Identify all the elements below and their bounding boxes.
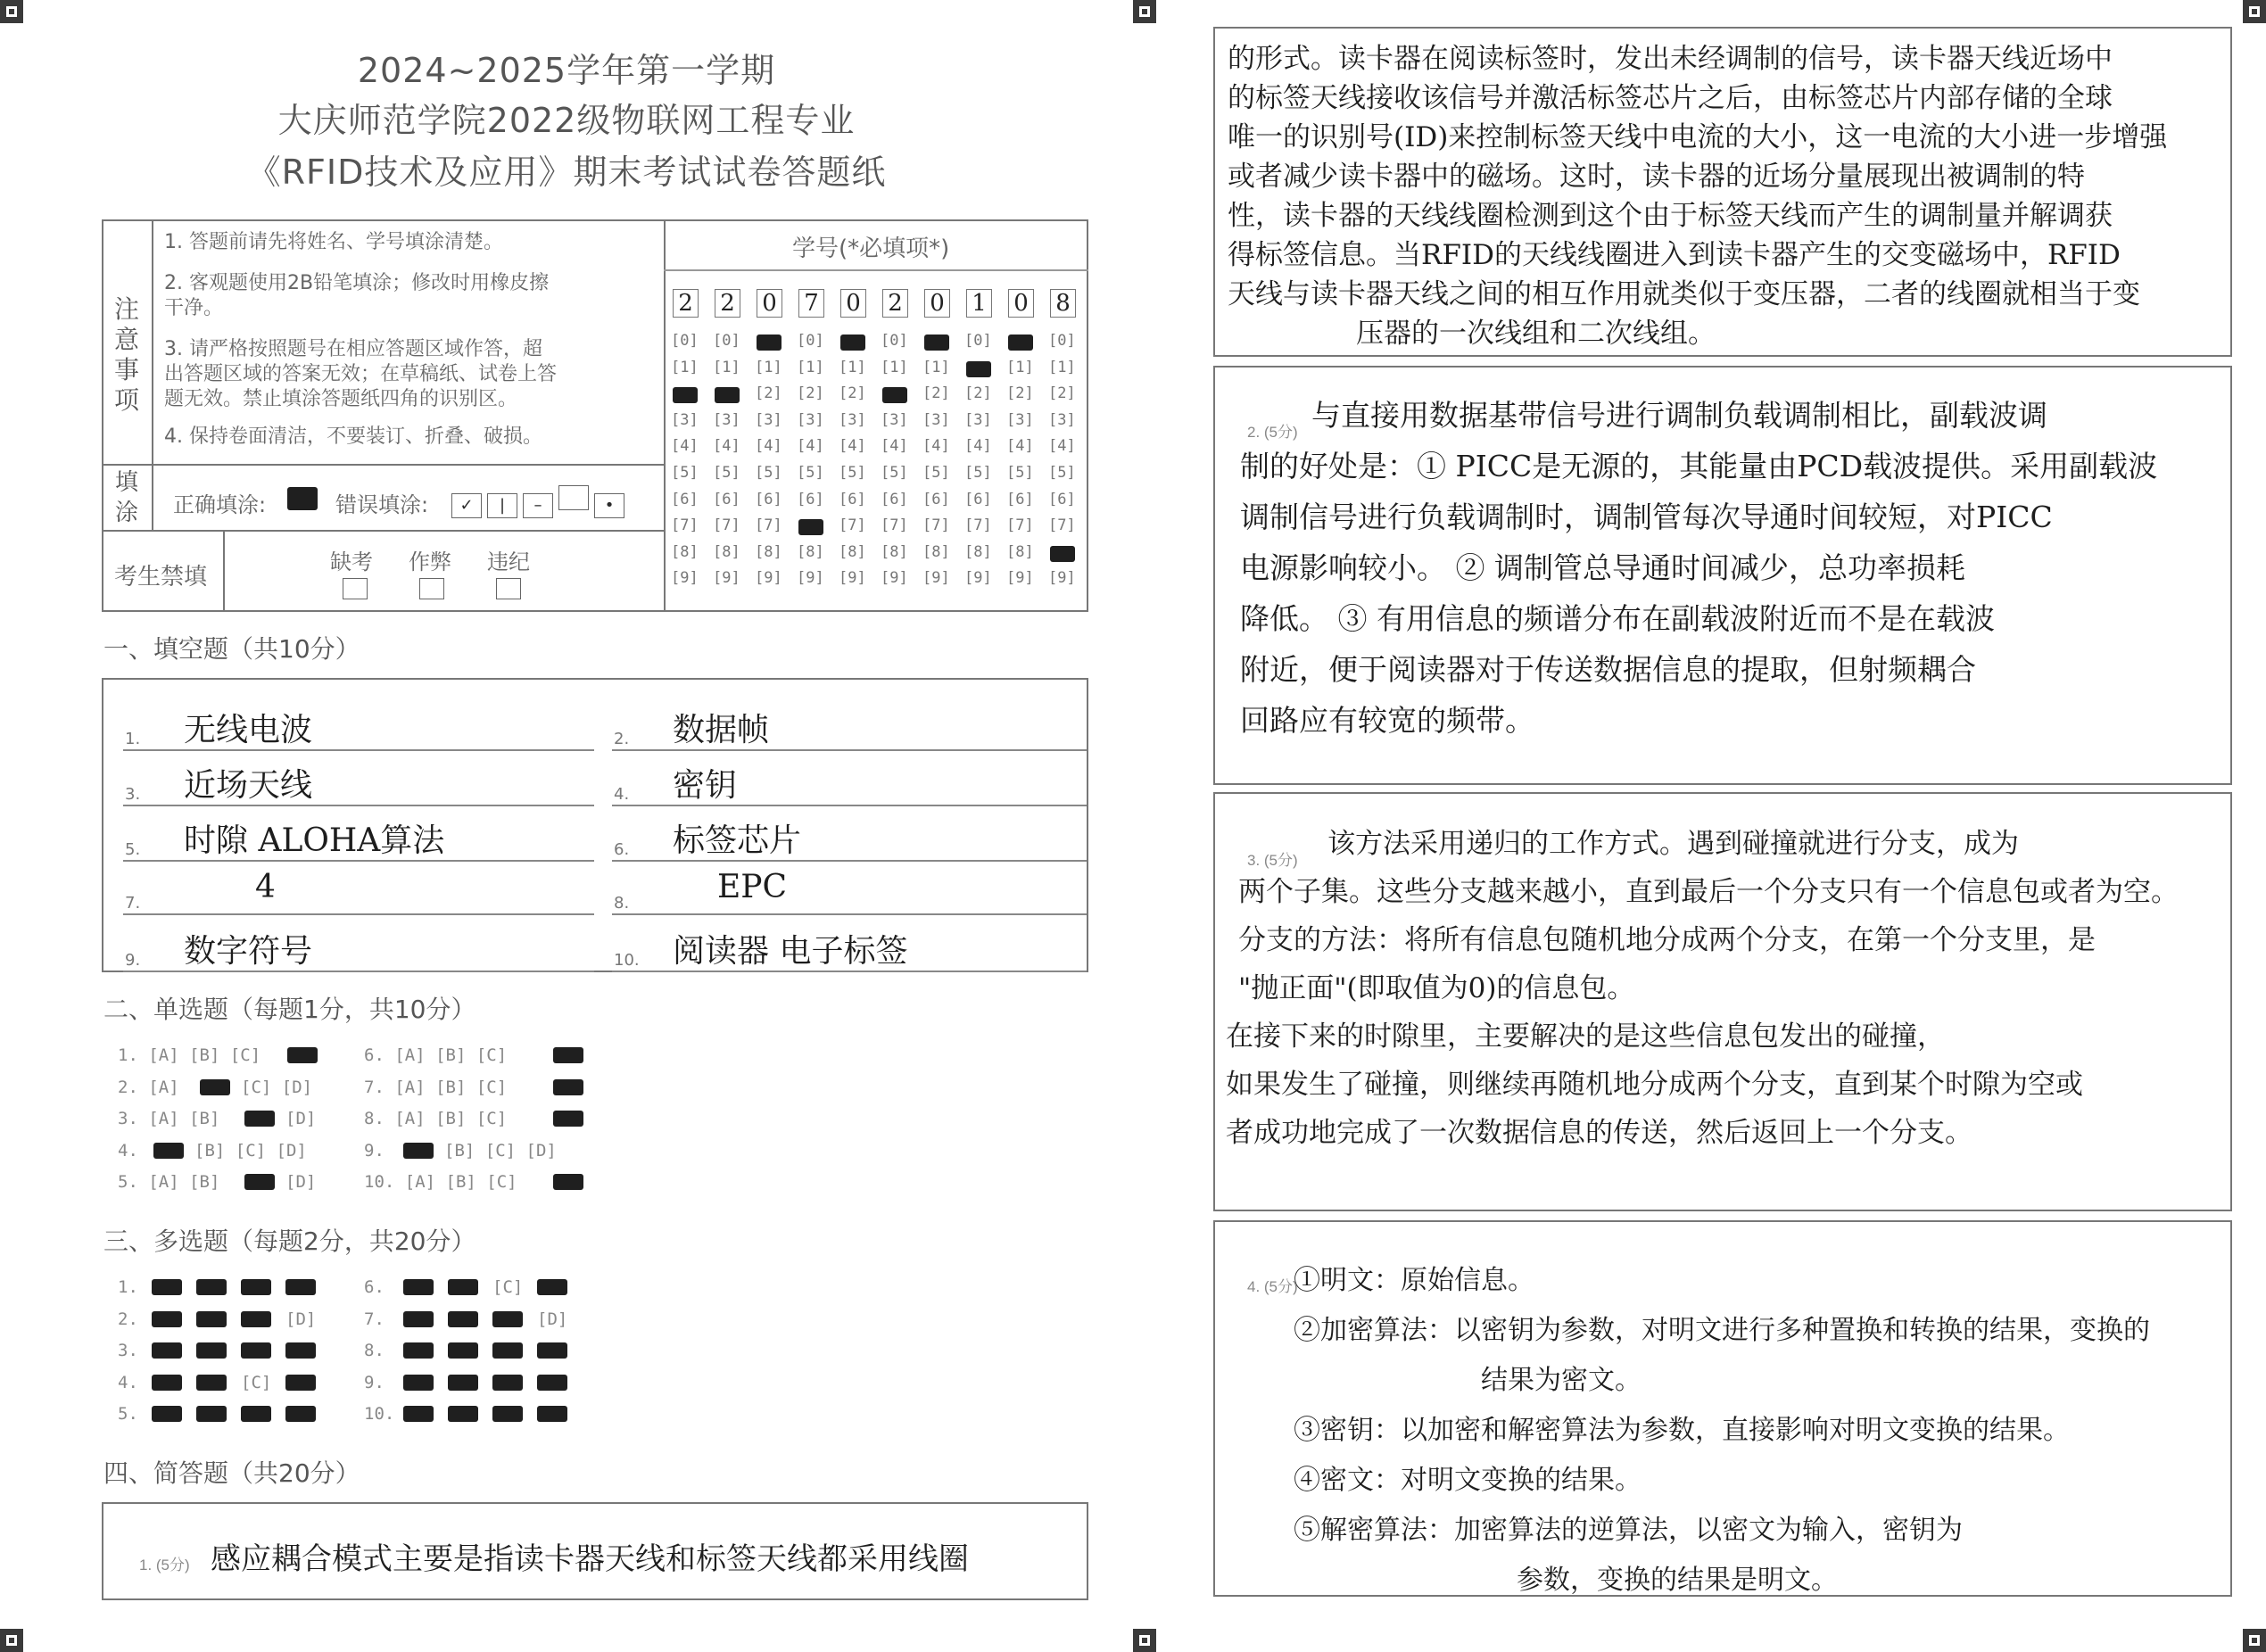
- multi-choice-filled-bubble[interactable]: [403, 1406, 434, 1422]
- student-id-bubble[interactable]: [7]: [964, 516, 992, 535]
- multi-choice-filled-bubble[interactable]: [152, 1375, 182, 1391]
- student-id-bubble[interactable]: [1]: [881, 358, 908, 376]
- student-id-bubble[interactable]: [9]: [881, 569, 908, 588]
- fill-in-number: 6.: [614, 840, 630, 859]
- handwritten-answer-line: 与直接用数据基带信号进行调制负载调制相比，副载波调: [1311, 398, 2047, 433]
- student-id-bubble[interactable]: [6]: [797, 490, 824, 508]
- student-id-bubble[interactable]: [8]: [713, 542, 740, 561]
- single-choice-option-row[interactable]: 4.: [118, 1140, 138, 1161]
- single-choice-option-tail[interactable]: [D]: [285, 1109, 317, 1128]
- multi-choice-bubble[interactable]: [D]: [285, 1309, 317, 1329]
- student-id-bubble[interactable]: [0]: [1048, 332, 1076, 350]
- handwritten-answer-line: 天线与读卡器天线之间的相互作用就类似于变压器，二者的线圈就相当于变: [1228, 278, 2140, 310]
- handwritten-answer-line: 结果为密文。: [1481, 1365, 1642, 1396]
- handwritten-answer-line: ②加密算法：以密钥为参数，对明文进行多种置换和转换的结果，变换的: [1294, 1315, 2150, 1346]
- student-id-bubble[interactable]: [0]: [881, 332, 908, 350]
- handwritten-answer-line: 或者减少读卡器中的磁场。这时，读卡器的近场分量展现出被调制的特: [1228, 161, 2085, 193]
- handwritten-answer-line: "抛正面"(即取值为0)的信息包。: [1238, 972, 1635, 1004]
- absent-checkbox[interactable]: [343, 578, 368, 599]
- student-id-digit-cell: 7: [798, 289, 824, 318]
- single-choice-option-row[interactable]: 9.: [364, 1140, 385, 1161]
- student-id-bubble-filled[interactable]: [798, 519, 823, 535]
- student-id-digit-cell: 2: [673, 289, 699, 318]
- student-id-bubble-filled[interactable]: [673, 387, 698, 403]
- student-id-bubble[interactable]: [9]: [755, 569, 782, 588]
- notice-item: 题无效。禁止填涂答题纸四角的识别区。: [164, 388, 518, 410]
- handwritten-answer-line: 电源影响较小。 ② 调制管总导通时间减少，总功率损耗: [1240, 550, 1965, 585]
- student-id-bubble[interactable]: [4]: [797, 437, 824, 456]
- handwritten-answer-line: 分支的方法：将所有信息包随机地分成两个分支，在第一个分支里，是: [1238, 924, 2096, 956]
- header-line-3: 《RFID技术及应用》期末考试试卷答题纸: [246, 153, 887, 192]
- student-id-bubble-filled[interactable]: [924, 335, 949, 351]
- student-id-bubble[interactable]: [7]: [839, 516, 866, 535]
- student-id-bubble[interactable]: [7]: [922, 516, 950, 535]
- student-id-bubble[interactable]: [7]: [1048, 516, 1076, 535]
- student-id-bubble[interactable]: [8]: [1006, 542, 1034, 561]
- fill-in-number: 7.: [125, 894, 141, 913]
- multi-choice-filled-bubble[interactable]: [152, 1279, 182, 1295]
- handwritten-answer-line: 该方法采用递归的工作方式。遇到碰撞就进行分支，成为: [1327, 828, 2019, 860]
- student-id-bubble[interactable]: [6]: [1048, 490, 1076, 508]
- corner-marker-icon: [2243, 0, 2266, 23]
- student-id-digit-cell: 0: [840, 289, 866, 318]
- single-choice-filled-bubble[interactable]: [553, 1047, 583, 1063]
- multi-choice-number: 6.: [364, 1277, 385, 1297]
- fill-in-answer[interactable]: 无线电波: [184, 712, 313, 748]
- multi-choice-filled-bubble[interactable]: [448, 1311, 478, 1327]
- student-id-bubble[interactable]: [1]: [1048, 358, 1076, 376]
- handwritten-answer-line: 得标签信息。当RFID的天线线圈进入到读卡器产生的交变磁场中，RFID: [1228, 239, 2121, 271]
- student-id-bubble[interactable]: [5]: [755, 464, 782, 482]
- student-id-digit-cell: 0: [1008, 289, 1034, 318]
- handwritten-answer-line: 在接下来的时隙里，主要解决的是这些信息包发出的碰撞，: [1226, 1020, 1945, 1053]
- handwritten-answer-line: 如果发生了碰撞，则继续再随机地分成两个分支，直到某个时隙为空或: [1226, 1069, 2083, 1101]
- student-id-bubble[interactable]: [2]: [922, 384, 950, 403]
- single-choice-option-tail[interactable]: [D]: [285, 1172, 317, 1192]
- handwritten-answer-line: 两个子集。这些分支越来越小，直到最后一个分支只有一个信息包或者为空。: [1238, 876, 2179, 908]
- student-id-bubble[interactable]: [3]: [964, 410, 992, 429]
- handwritten-answer-line: 参数，变换的结果是明文。: [1517, 1565, 1838, 1596]
- student-id-bubble-filled[interactable]: [757, 335, 782, 351]
- answer-sheet-right-page: [1133, 0, 2266, 1652]
- student-id-bubble[interactable]: [5]: [1006, 464, 1034, 482]
- single-choice-filled-bubble[interactable]: [244, 1174, 275, 1190]
- fill-in-number: 9.: [125, 951, 141, 970]
- multi-choice-filled-bubble[interactable]: [152, 1311, 182, 1327]
- fill-in-number: 4.: [614, 785, 630, 804]
- student-id-digit-cell: 1: [966, 289, 992, 318]
- multi-choice-filled-bubble[interactable]: [196, 1311, 227, 1327]
- student-id-bubble-filled[interactable]: [715, 387, 740, 403]
- student-id-bubble-filled[interactable]: [840, 335, 865, 351]
- multi-choice-number: 3.: [118, 1341, 138, 1360]
- student-id-bubble[interactable]: [2]: [797, 384, 824, 403]
- student-id-bubble[interactable]: [8]: [797, 542, 824, 561]
- student-id-bubble[interactable]: [6]: [1006, 490, 1034, 508]
- student-id-bubble[interactable]: [3]: [839, 410, 866, 429]
- student-id-bubble[interactable]: [6]: [671, 490, 699, 508]
- handwritten-answer-line: ④密文：对明文变换的结果。: [1294, 1465, 1642, 1496]
- fill-in-answer[interactable]: 数字符号: [184, 933, 313, 970]
- multi-choice-number: 9.: [364, 1372, 385, 1392]
- multi-choice-filled-bubble[interactable]: [241, 1406, 271, 1422]
- notice-item: 3. 请严格按照题号在相应答题区域作答，超: [164, 338, 542, 360]
- student-id-bubble[interactable]: [9]: [922, 569, 950, 588]
- student-id-bubble[interactable]: [6]: [881, 490, 908, 508]
- student-id-bubble[interactable]: [5]: [671, 464, 699, 482]
- q3-number: 3. (5分): [1247, 852, 1298, 869]
- q1-answer-line: 感应耦合模式主要是指读卡器天线和标签天线都采用线圈: [211, 1541, 969, 1577]
- student-id-bubble[interactable]: [6]: [839, 490, 866, 508]
- multi-choice-filled-bubble[interactable]: [152, 1342, 182, 1359]
- student-id-bubble[interactable]: [9]: [839, 569, 866, 588]
- student-id-bubble[interactable]: [9]: [671, 569, 699, 588]
- notice-label: 注意事项: [113, 294, 139, 415]
- student-id-bubble-filled[interactable]: [1050, 546, 1075, 562]
- student-id-bubble[interactable]: [1]: [755, 358, 782, 376]
- student-id-bubble[interactable]: [1]: [713, 358, 740, 376]
- single-choice-option-row[interactable]: 10. [A] [B] [C]: [364, 1172, 517, 1192]
- multi-choice-filled-bubble[interactable]: [537, 1375, 567, 1391]
- student-id-bubble[interactable]: [9]: [713, 569, 740, 588]
- single-choice-option-row[interactable]: 5. [A] [B]: [118, 1172, 220, 1192]
- multi-choice-filled-bubble[interactable]: [196, 1342, 227, 1359]
- multi-choice-filled-bubble[interactable]: [492, 1342, 523, 1359]
- handwritten-answer-line: 调制信号进行负载调制时，调制管每次导通时间较短，对PICC: [1240, 500, 2053, 534]
- multi-choice-filled-bubble[interactable]: [403, 1342, 434, 1359]
- student-id-bubble[interactable]: [3]: [881, 410, 908, 429]
- fill-in-answer[interactable]: 密钥: [673, 767, 738, 804]
- handwritten-answer-line: ①明文：原始信息。: [1294, 1265, 1534, 1296]
- student-id-bubble[interactable]: [4]: [922, 437, 950, 456]
- single-choice-filled-bubble[interactable]: [553, 1174, 583, 1190]
- header-line-2: 大庆师范学院2022级物联网工程专业: [277, 101, 856, 140]
- fill-in-answer[interactable]: 标签芯片: [673, 822, 802, 859]
- multi-choice-filled-bubble[interactable]: [285, 1375, 316, 1391]
- multi-choice-filled-bubble[interactable]: [196, 1406, 227, 1422]
- student-id-bubble[interactable]: [9]: [797, 569, 824, 588]
- fill-in-number: 2.: [614, 730, 630, 748]
- student-id-bubble[interactable]: [3]: [1006, 410, 1034, 429]
- section-multi-choice-title: 三、多选题（每题2分，共20分）: [103, 1227, 476, 1256]
- notice-item: 干净。: [164, 297, 224, 319]
- notice-item: 1. 答题前请先将姓名、学号填涂清楚。: [164, 231, 503, 253]
- single-choice-option-tail[interactable]: [B] [C] [D]: [194, 1140, 307, 1161]
- student-id-bubble[interactable]: [1]: [922, 358, 950, 376]
- multi-choice-number: 1.: [118, 1277, 138, 1297]
- fill-in-answer[interactable]: 近场天线: [184, 767, 313, 804]
- multi-choice-filled-bubble[interactable]: [285, 1342, 316, 1359]
- multi-choice-number: 8.: [364, 1341, 385, 1360]
- student-id-bubble[interactable]: [0]: [797, 332, 824, 350]
- student-id-bubble[interactable]: [3]: [1048, 410, 1076, 429]
- multi-choice-filled-bubble[interactable]: [285, 1406, 316, 1422]
- section-fill-in-title: 一、填空题（共10分）: [103, 634, 360, 664]
- single-choice-option-tail[interactable]: [C] [D]: [241, 1077, 313, 1097]
- multi-choice-filled-bubble[interactable]: [492, 1406, 523, 1422]
- student-id-bubble[interactable]: [0]: [713, 332, 740, 350]
- multi-choice-filled-bubble[interactable]: [492, 1311, 523, 1327]
- student-id-bubble[interactable]: [4]: [713, 437, 740, 456]
- handwritten-answer-line: ③密钥：以加密和解密算法为参数，直接影响对明文变换的结果。: [1294, 1415, 2070, 1446]
- multi-choice-filled-bubble[interactable]: [196, 1279, 227, 1295]
- single-choice-filled-bubble[interactable]: [244, 1111, 275, 1127]
- student-id-bubble[interactable]: [7]: [713, 516, 740, 535]
- multi-choice-filled-bubble[interactable]: [241, 1342, 271, 1359]
- fill-in-answer[interactable]: 4: [255, 869, 276, 905]
- fill-in-answer[interactable]: 时隙 ALOHA算法: [184, 822, 445, 859]
- single-choice-filled-bubble[interactable]: [287, 1047, 318, 1063]
- fill-in-number: 5.: [125, 840, 141, 859]
- fill-in-underline: [612, 913, 1087, 915]
- student-id-digit-cell: 0: [924, 289, 950, 318]
- handwritten-answer-line: 的形式。读卡器在阅读标签时，发出未经调制的信号，读卡器天线近场中: [1228, 43, 2113, 75]
- multi-choice-filled-bubble[interactable]: [448, 1375, 478, 1391]
- corner-marker-icon: [2243, 1629, 2266, 1652]
- multi-choice-number: 10.: [364, 1404, 395, 1424]
- student-id-bubble[interactable]: [7]: [881, 516, 908, 535]
- fill-in-answer[interactable]: 阅读器 电子标签: [673, 933, 908, 970]
- violation-label: 违纪: [487, 549, 530, 574]
- multi-choice-filled-bubble[interactable]: [241, 1311, 271, 1327]
- wrong-fill-label: 错误填涂:: [335, 492, 429, 517]
- student-id-bubble[interactable]: [1]: [1006, 358, 1034, 376]
- single-choice-filled-bubble[interactable]: [153, 1143, 184, 1159]
- student-id-bubble[interactable]: [8]: [922, 542, 950, 561]
- single-choice-option-row[interactable]: 3. [A] [B]: [118, 1109, 220, 1128]
- student-id-bubble[interactable]: [1]: [671, 358, 699, 376]
- multi-choice-filled-bubble[interactable]: [448, 1406, 478, 1422]
- handwritten-answer-line: 者成功地完成了一次数据信息的传送，然后返回上一个分支。: [1226, 1117, 1972, 1149]
- student-id-bubble[interactable]: [6]: [922, 490, 950, 508]
- notice-item: 出答题区域的答案无效；在草稿纸、试卷上答: [164, 363, 558, 385]
- fill-in-answer[interactable]: 数据帧: [673, 712, 770, 748]
- multi-choice-filled-bubble[interactable]: [403, 1375, 434, 1391]
- student-id-bubble[interactable]: [4]: [964, 437, 992, 456]
- fill-in-number: 1.: [125, 730, 141, 748]
- handwritten-answer-line: 回路应有较宽的频带。: [1240, 703, 1534, 738]
- multi-choice-bubble[interactable]: [D]: [537, 1309, 568, 1329]
- student-id-title: 学号(*必填项*): [792, 235, 950, 262]
- handwritten-answer-line: ⑤解密算法：加密算法的逆算法，以密文为输入，密钥为: [1294, 1515, 1963, 1546]
- student-id-bubble[interactable]: [5]: [922, 464, 950, 482]
- q2-number: 2. (5分): [1247, 424, 1298, 441]
- multi-choice-number: 2.: [118, 1309, 138, 1329]
- q1-number: 1. (5分): [139, 1557, 190, 1574]
- multi-choice-filled-bubble[interactable]: [537, 1406, 567, 1422]
- multi-choice-filled-bubble[interactable]: [448, 1342, 478, 1359]
- student-id-bubble[interactable]: [8]: [964, 542, 992, 561]
- student-id-bubble[interactable]: [1]: [839, 358, 866, 376]
- cheat-label: 作弊: [409, 549, 451, 574]
- multi-choice-filled-bubble[interactable]: [285, 1279, 316, 1295]
- student-id-bubble[interactable]: [3]: [671, 410, 699, 429]
- student-id-bubble[interactable]: [5]: [797, 464, 824, 482]
- single-choice-filled-bubble[interactable]: [553, 1079, 583, 1095]
- fill-in-number: 10.: [614, 951, 640, 970]
- q4-number: 4. (5分): [1247, 1278, 1298, 1295]
- handwritten-answer-line: 附近，便于阅读器对于传送数据信息的提取，但射频耦合: [1240, 652, 1976, 687]
- student-id-bubble[interactable]: [5]: [964, 464, 992, 482]
- student-id-bubble[interactable]: [0]: [671, 332, 699, 350]
- student-id-bubble[interactable]: [5]: [1048, 464, 1076, 482]
- single-choice-option-row[interactable]: 2. [A]: [118, 1077, 179, 1097]
- handwritten-answer-line: 制的好处是：① PICC是无源的，其能量由PCD载波提供。采用副载波: [1240, 449, 2158, 483]
- student-id-bubble[interactable]: [9]: [1006, 569, 1034, 588]
- student-id-digit-cell: 8: [1050, 289, 1076, 318]
- student-id-bubble[interactable]: [8]: [755, 542, 782, 561]
- cheat-checkbox[interactable]: [419, 578, 444, 599]
- student-id-bubble[interactable]: [6]: [713, 490, 740, 508]
- fill-in-number: 8.: [614, 894, 630, 913]
- corner-marker-icon: [0, 0, 23, 23]
- student-id-bubble[interactable]: [0]: [964, 332, 992, 350]
- student-id-bubble[interactable]: [9]: [1048, 569, 1076, 588]
- student-id-bubble[interactable]: [8]: [671, 542, 699, 561]
- student-id-digit-cell: 0: [757, 289, 782, 318]
- student-id-bubble[interactable]: [8]: [839, 542, 866, 561]
- student-id-bubble[interactable]: [7]: [1006, 516, 1034, 535]
- student-id-bubble-filled[interactable]: [1008, 335, 1033, 351]
- student-id-bubble[interactable]: [3]: [922, 410, 950, 429]
- multi-choice-bubble[interactable]: [C]: [241, 1372, 272, 1392]
- student-id-bubble[interactable]: [4]: [1006, 437, 1034, 456]
- single-choice-option-row[interactable]: 1. [A] [B] [C]: [118, 1045, 261, 1065]
- multi-choice-filled-bubble[interactable]: [537, 1342, 567, 1359]
- student-id-bubble[interactable]: [3]: [713, 410, 740, 429]
- student-id-bubble-filled[interactable]: [966, 361, 991, 377]
- student-id-bubble[interactable]: [4]: [839, 437, 866, 456]
- corner-marker-icon: [1133, 0, 1156, 23]
- multi-choice-filled-bubble[interactable]: [152, 1406, 182, 1422]
- multi-choice-number: 7.: [364, 1309, 385, 1329]
- corner-marker-icon: [1133, 1629, 1156, 1652]
- student-id-bubble[interactable]: [6]: [755, 490, 782, 508]
- multi-choice-filled-bubble[interactable]: [448, 1279, 478, 1295]
- correct-fill-sample: [287, 487, 318, 510]
- multi-choice-filled-bubble[interactable]: [537, 1279, 567, 1295]
- student-id-bubble[interactable]: [2]: [1006, 384, 1034, 403]
- student-id-bubble[interactable]: [5]: [839, 464, 866, 482]
- header-line-1: 2024~2025学年第一学期: [357, 51, 776, 90]
- student-id-bubble[interactable]: [2]: [839, 384, 866, 403]
- student-id-bubble[interactable]: [2]: [755, 384, 782, 403]
- fill-in-number: 3.: [125, 785, 141, 804]
- single-choice-filled-bubble[interactable]: [200, 1079, 230, 1095]
- student-id-bubble[interactable]: [4]: [671, 437, 699, 456]
- violation-checkbox[interactable]: [496, 578, 521, 599]
- student-id-bubble[interactable]: [5]: [713, 464, 740, 482]
- handwritten-answer-line: 压器的一次线组和二次线组。: [1356, 318, 1716, 350]
- student-id-bubble[interactable]: [3]: [755, 410, 782, 429]
- notice-item: 2. 客观题使用2B铅笔填涂；修改时用橡皮擦: [164, 272, 550, 294]
- fill-label: 填涂: [114, 469, 138, 526]
- absent-label: 缺考: [330, 549, 373, 574]
- correct-fill-label: 正确填涂:: [173, 492, 267, 517]
- corner-marker-icon: [0, 1629, 23, 1652]
- student-id-bubble[interactable]: [3]: [797, 410, 824, 429]
- fill-in-answer[interactable]: EPC: [717, 869, 788, 905]
- multi-choice-number: 5.: [118, 1404, 138, 1424]
- single-choice-filled-bubble[interactable]: [403, 1143, 434, 1159]
- multi-choice-filled-bubble[interactable]: [403, 1311, 434, 1327]
- multi-choice-filled-bubble[interactable]: [492, 1375, 523, 1391]
- handwritten-answer-line: 唯一的识别号(ID)来控制标签天线中电流的大小，这一电流的大小进一步增强: [1228, 121, 2168, 153]
- student-id-bubble[interactable]: [4]: [755, 437, 782, 456]
- multi-choice-filled-bubble[interactable]: [241, 1279, 271, 1295]
- student-id-digit-cell: 2: [882, 289, 908, 318]
- single-choice-filled-bubble[interactable]: [553, 1111, 583, 1127]
- single-choice-option-row[interactable]: 6. [A] [B] [C]: [364, 1045, 508, 1065]
- student-id-bubble[interactable]: [1]: [797, 358, 824, 376]
- section-single-choice-title: 二、单选题（每题1分，共10分）: [103, 995, 476, 1024]
- student-id-bubble[interactable]: [5]: [881, 464, 908, 482]
- student-id-bubble[interactable]: [4]: [881, 437, 908, 456]
- student-id-bubble[interactable]: [2]: [964, 384, 992, 403]
- multi-choice-filled-bubble[interactable]: [403, 1279, 434, 1295]
- notice-item: 4. 保持卷面清洁，不要装订、折叠、破损。: [164, 425, 542, 448]
- student-id-bubble[interactable]: [6]: [964, 490, 992, 508]
- student-id-bubble[interactable]: [2]: [1048, 384, 1076, 403]
- student-id-bubble[interactable]: [4]: [1048, 437, 1076, 456]
- student-id-bubble-filled[interactable]: [882, 387, 907, 403]
- handwritten-answer-line: 性，读卡器的天线线圈检测到这个由于标签天线而产生的调制量并解调获: [1228, 200, 2113, 232]
- student-id-bubble[interactable]: [7]: [671, 516, 699, 535]
- section-short-answer-title: 四、简答题（共20分）: [103, 1458, 360, 1488]
- wrong-fill-samples: ✓ | – •: [451, 485, 624, 518]
- student-id-digit-cell: 2: [715, 289, 740, 318]
- multi-choice-number: 4.: [118, 1372, 138, 1392]
- single-choice-option-tail[interactable]: [B] [C] [D]: [444, 1140, 557, 1161]
- student-id-bubble[interactable]: [8]: [881, 542, 908, 561]
- handwritten-answer-line: 的标签天线接收该信号并激活标签芯片之后，由标签芯片内部存储的全球: [1228, 82, 2113, 114]
- exam-forbidden-label: 考生禁填: [114, 564, 208, 591]
- student-id-bubble[interactable]: [7]: [755, 516, 782, 535]
- multi-choice-filled-bubble[interactable]: [196, 1375, 227, 1391]
- multi-choice-bubble[interactable]: [C]: [492, 1277, 524, 1297]
- fill-in-underline: [123, 913, 594, 915]
- handwritten-answer-line: 降低。 ③ 有用信息的频谱分布在副载波附近而不是在载波: [1240, 601, 1995, 636]
- single-choice-option-row[interactable]: 7. [A] [B] [C]: [364, 1077, 508, 1097]
- single-choice-option-row[interactable]: 8. [A] [B] [C]: [364, 1109, 508, 1128]
- student-id-bubble[interactable]: [9]: [964, 569, 992, 588]
